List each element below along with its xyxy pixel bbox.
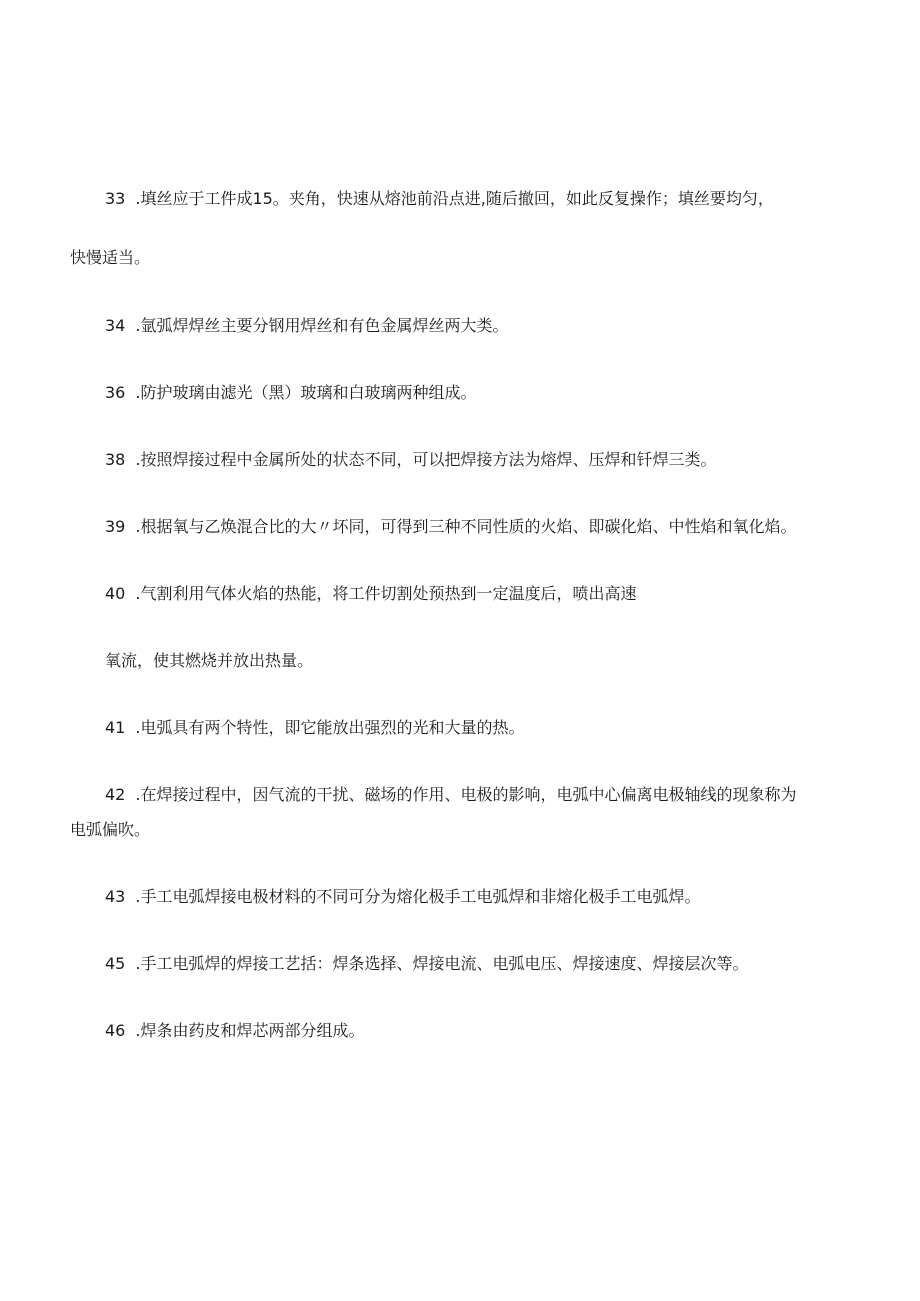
list-item-continuation <box>105 651 313 671</box>
list-item <box>105 189 774 209</box>
item-text: .根据氧与乙焕混合比的大〃坏同，可得到三种不同性质的火焰、即碳化焰、中性焰和氧化焰。 <box>135 517 797 536</box>
item-text: .电弧具有两个特性，即它能放出强烈的光和大量的热。 <box>135 718 525 737</box>
item-number: 39 <box>105 517 126 536</box>
list-item-continuation <box>70 820 150 840</box>
item-text: .手工电弧焊接电极材料的不同可分为熔化极手工电弧焊和非熔化极手工电弧焊。 <box>135 887 701 906</box>
item-number: 43 <box>105 887 126 906</box>
list-item <box>105 316 508 336</box>
item-text: .按照焊接过程中金属所处的状态不同，可以把焊接方法为熔焊、压焊和钎焊三类。 <box>135 450 717 469</box>
list-item <box>105 718 524 738</box>
item-text: .在焊接过程中，因气流的干扰、磁场的作用、电极的影响，电弧中心偏离电极轴线的现象称为 <box>135 785 797 804</box>
item-number: 38 <box>105 450 126 469</box>
list-item <box>105 1021 364 1041</box>
item-number: 34 <box>105 316 126 335</box>
list-item <box>105 785 796 805</box>
item-number: 45 <box>105 954 126 973</box>
item-number: 41 <box>105 718 126 737</box>
item-text: .防护玻璃由滤光（黑）玻璃和白玻璃两种组成。 <box>135 383 477 402</box>
list-item <box>105 450 716 470</box>
item-text: .填丝应于工件成15。夹角，快速从熔池前沿点进,随后撤回，如此反复操作；填丝要均匀， <box>135 189 774 208</box>
list-item <box>105 887 700 907</box>
list-item <box>105 584 636 604</box>
list-item-continuation <box>70 248 150 268</box>
item-number: 40 <box>105 584 126 603</box>
item-number: 42 <box>105 785 126 804</box>
list-item <box>105 383 476 403</box>
item-number: 33 <box>105 189 126 208</box>
item-text-continuation: 电弧偏吹。 <box>70 820 151 839</box>
item-text-continuation: 氧流，使其燃烧并放出热量。 <box>105 651 314 670</box>
item-number: 46 <box>105 1021 126 1040</box>
list-item <box>105 954 748 974</box>
item-text: .手工电弧焊的焊接工艺括：焊条选择、焊接电流、电弧电压、焊接速度、焊接层次等。 <box>135 954 749 973</box>
item-text-continuation: 快慢适当。 <box>70 248 151 267</box>
item-text: .气割利用气体火焰的热能，将工件切割处预热到一定温度后，喷出高速 <box>135 584 637 603</box>
item-number: 36 <box>105 383 126 402</box>
item-text: .焊条由药皮和焊芯两部分组成。 <box>135 1021 365 1040</box>
list-item <box>105 517 796 537</box>
item-text: .氩弧焊焊丝主要分钢用焊丝和有色金属焊丝两大类。 <box>135 316 509 335</box>
